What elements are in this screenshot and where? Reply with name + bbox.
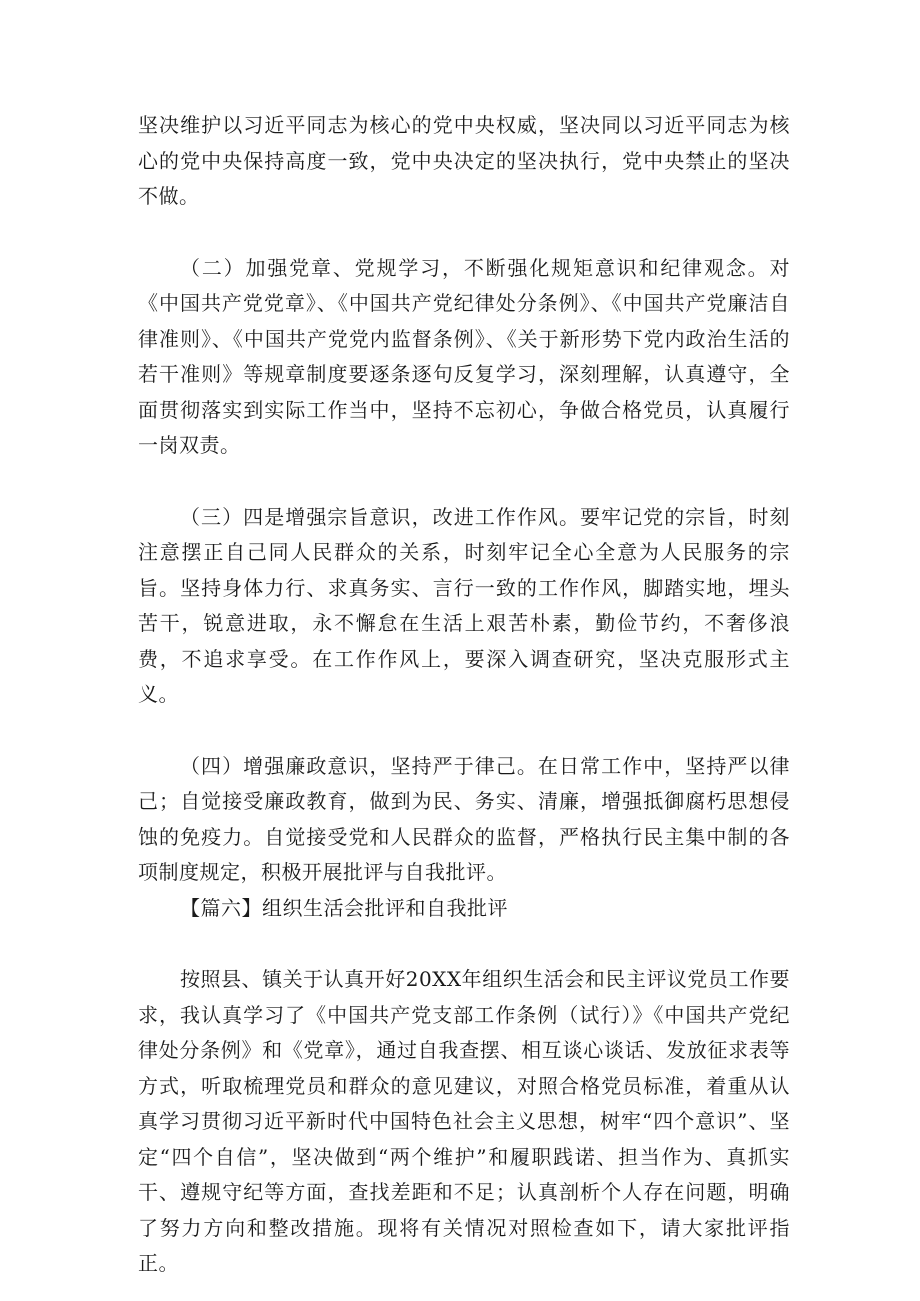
paragraph-continuation: 坚决维护以习近平同志为核心的党中央权威，坚决同以习近平同志为核心的党中央保持高度一致，党中央决定的坚决执行，党中央禁止的坚决不做。 bbox=[138, 113, 790, 208]
paragraph-section-2: （二）加强党章、党规学习，不断强化规矩意识和纪律观念。对《中国共产党党章》、《中国共产党纪律处分条例》、《中国共产党廉洁自律准则》、《中国共产党党内监督条例》、《关于新形势下党内政治生活的若干准则》等规章制度要逐条逐句反复学习，深刻理解，认真遵守，全面贯彻落实到实际工作当中，坚持不忘初心，争做合格党员，认真履行一岗双责。 bbox=[138, 255, 790, 457]
paragraph-intro: 按照县、镇关于认真开好20XX年组织生活会和民主评议党员工作要求，我认真学习了《中国共产党支部工作条例（试行）》《中国共产党纪律处分条例》和《党章》，通过自我查摆、相互谈心谈话、发放征求表等方式，听取梳理党员和群众的意见建议，对照合格党员标准，着重从认真学习贯彻习近平新时代中国特色社会主义思想，树牢“四个意识”、坚定“四个自信”，坚决做到“两个维护”和履职践诺、担当作为、真抓实干、遵规守纪等方面，查找差距和不足；认真剖析个人存在问题，明确了努力方向和整改措施。现将有关情况对照检查如下，请大家批评指正。 bbox=[138, 967, 790, 1275]
section-heading: 【篇六】组织生活会批评和自我批评 bbox=[180, 895, 508, 920]
paragraph-section-3: （三）四是增强宗旨意识，改进工作作风。要牢记党的宗旨，时刻注意摆正自己同人民群众的关系，时刻牢记全心全意为人民服务的宗旨。坚持身体力行、求真务实、言行一致的工作作风，脚踏实地，埋头苦干，锐意进取，永不懈怠在生活上艰苦朴素，勤俭节约，不奢侈浪费，不追求享受。在工作作风上，要深入调查研究，坚决克服形式主义。 bbox=[138, 504, 790, 706]
paragraph-section-4: （四）增强廉政意识，坚持严于律己。在日常工作中，坚持严以律己；自觉接受廉政教育，做到为民、务实、清廉，增强抵御腐朽思想侵蚀的免疫力。自觉接受党和人民群众的监督，严格执行民主集中制的各项制度规定，积极开展批评与自我批评。 bbox=[138, 753, 790, 884]
